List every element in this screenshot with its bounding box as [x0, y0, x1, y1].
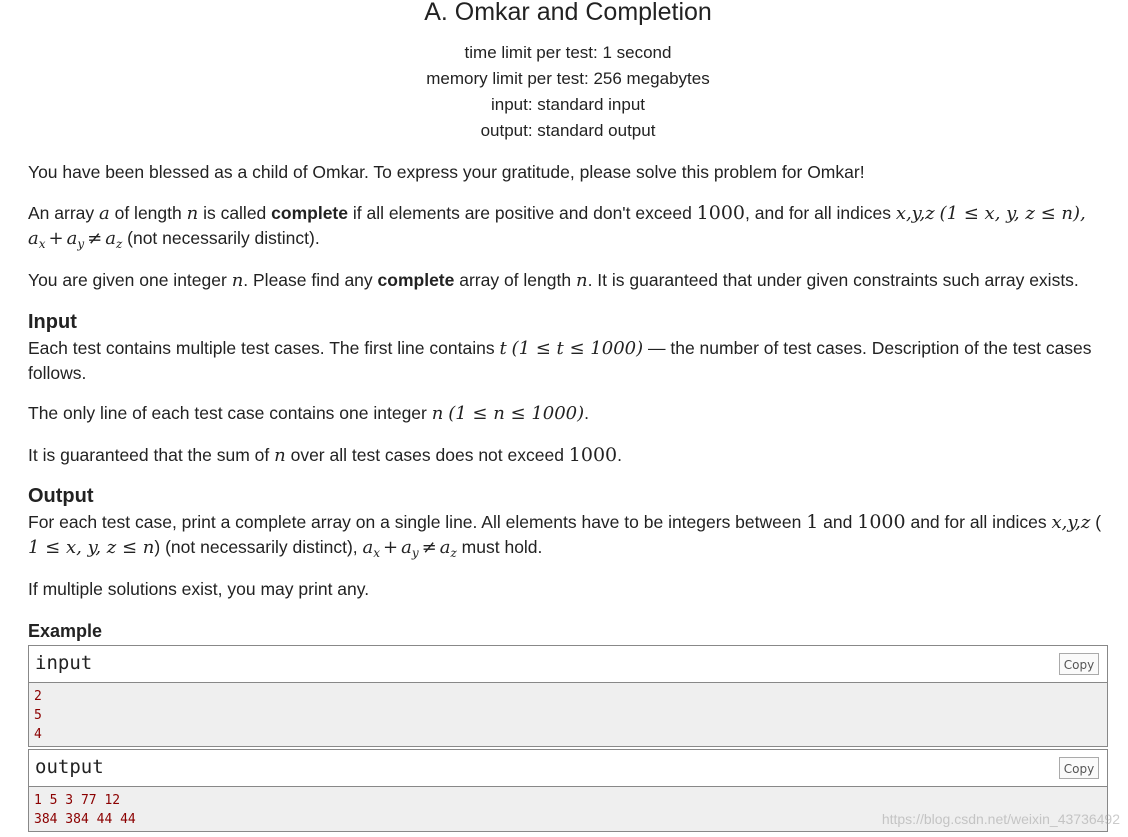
statement-paragraph-2	[28, 201, 1108, 251]
math-var: a	[401, 537, 412, 558]
example-input-content	[29, 683, 1107, 746]
text: . It is guaranteed that under given constraints such array exists.	[587, 270, 1079, 290]
input-paragraph-2	[28, 401, 1108, 426]
text: (not necessarily distinct).	[122, 228, 320, 248]
math-var: n	[274, 445, 286, 466]
math-sub: y	[77, 237, 85, 251]
math-var: n	[431, 403, 444, 424]
statement-paragraph-3	[28, 268, 1108, 293]
math-var: a	[439, 537, 451, 558]
math-var: a	[66, 228, 78, 249]
output-line: 1 5 3 77 12	[34, 793, 121, 808]
problem-title: A. Omkar and Completion	[424, 0, 712, 26]
math-sub: x	[38, 237, 46, 251]
text: if all elements are positive and don't exceed	[347, 203, 697, 223]
math-op: ≠	[87, 228, 103, 249]
math-sub: z	[115, 237, 123, 251]
text: . Please find any	[243, 270, 378, 290]
output-paragraph-2: If multiple solutions exist, you may print any.	[28, 579, 370, 599]
copy-output-button[interactable]: Copy	[1059, 757, 1099, 779]
math-range: (1 ≤ t ≤ 1000)	[511, 338, 644, 359]
text: and	[818, 512, 858, 532]
text: — the number of test cases. Description of the test cases follows.	[28, 338, 1092, 383]
text: (	[1090, 512, 1102, 532]
math-var: t	[499, 338, 507, 359]
problem-limits	[0, 40, 1128, 144]
copy-input-button[interactable]: Copy	[1059, 653, 1099, 675]
text: of length	[109, 203, 187, 223]
time-limit: time limit per test: 1 second	[464, 43, 672, 62]
output-paragraph-1	[28, 510, 1108, 560]
text: .	[617, 445, 623, 465]
text: You are given one integer	[28, 270, 232, 290]
input-line: 2	[34, 689, 42, 704]
math-var: a	[105, 228, 116, 249]
input-line: 4	[34, 727, 42, 742]
watermark: https://blog.csdn.net/weixin_43736492	[881, 811, 1120, 827]
text: and for all indices	[905, 512, 1052, 532]
math-op: +	[48, 228, 64, 249]
example-input-box	[28, 645, 1108, 747]
input-spec: input: standard input	[490, 95, 646, 114]
bold-term: complete	[377, 270, 455, 290]
text: An array	[28, 203, 99, 223]
text: It is guaranteed that the sum of	[28, 445, 275, 465]
text: is called	[198, 203, 272, 223]
math-sub: z	[450, 546, 457, 560]
math-number: 1000	[696, 202, 746, 224]
bold-term: complete	[271, 203, 348, 223]
math-number: 1000	[857, 511, 906, 533]
example-input-header	[29, 646, 1107, 683]
input-heading: Input	[28, 311, 77, 333]
math-var: n	[231, 270, 244, 291]
math-sub: y	[411, 546, 419, 560]
math-var: n	[575, 270, 588, 291]
math-var: x,y,z	[1051, 512, 1091, 533]
math-number: 1000	[568, 444, 618, 466]
text: The only line of each test case contains one integer	[28, 403, 432, 423]
math-var: a	[99, 203, 110, 224]
math-range: (1 ≤ n ≤ 1000)	[448, 403, 585, 424]
math-range: (1 ≤ x, y, z ≤ n),	[939, 203, 1086, 224]
math-op: ≠	[421, 537, 437, 558]
text: ) (not necessarily distinct),	[154, 537, 363, 557]
statement-paragraph-1: You have been blessed as a child of Omkar. To express your gratitude, please solve this problem for Omkar!	[28, 162, 865, 182]
math-op: +	[383, 537, 399, 558]
math-range: 1 ≤ x, y, z ≤ n	[28, 537, 155, 558]
output-line: 384 384 44 44	[34, 812, 136, 827]
text: Each test contains multiple test cases. The first line contains	[28, 338, 500, 358]
text: For each test case, print a complete array on a single line. All elements have to be integers between	[28, 512, 807, 532]
text: array of length	[454, 270, 576, 290]
text: .	[584, 403, 590, 423]
output-heading: Output	[28, 485, 94, 507]
input-line: 5	[34, 708, 42, 723]
math-var: n	[186, 203, 199, 224]
text: must hold.	[456, 537, 543, 557]
example-label: Example	[28, 621, 103, 641]
memory-limit: memory limit per test: 256 megabytes	[426, 69, 710, 88]
example-output-header	[29, 750, 1107, 787]
input-paragraph-1	[28, 336, 1108, 385]
example-output-title: output	[35, 756, 104, 778]
input-paragraph-3	[28, 443, 1108, 468]
math-number: 1	[806, 511, 819, 533]
example-input-title: input	[35, 652, 93, 674]
text: over all test cases does not exceed	[285, 445, 569, 465]
math-var: a	[362, 537, 374, 558]
math-var: a	[28, 228, 39, 249]
math-var: x,y,z	[895, 203, 935, 224]
math-sub: x	[373, 546, 381, 560]
text: , and for all indices	[745, 203, 896, 223]
output-spec: output: standard output	[480, 121, 656, 140]
